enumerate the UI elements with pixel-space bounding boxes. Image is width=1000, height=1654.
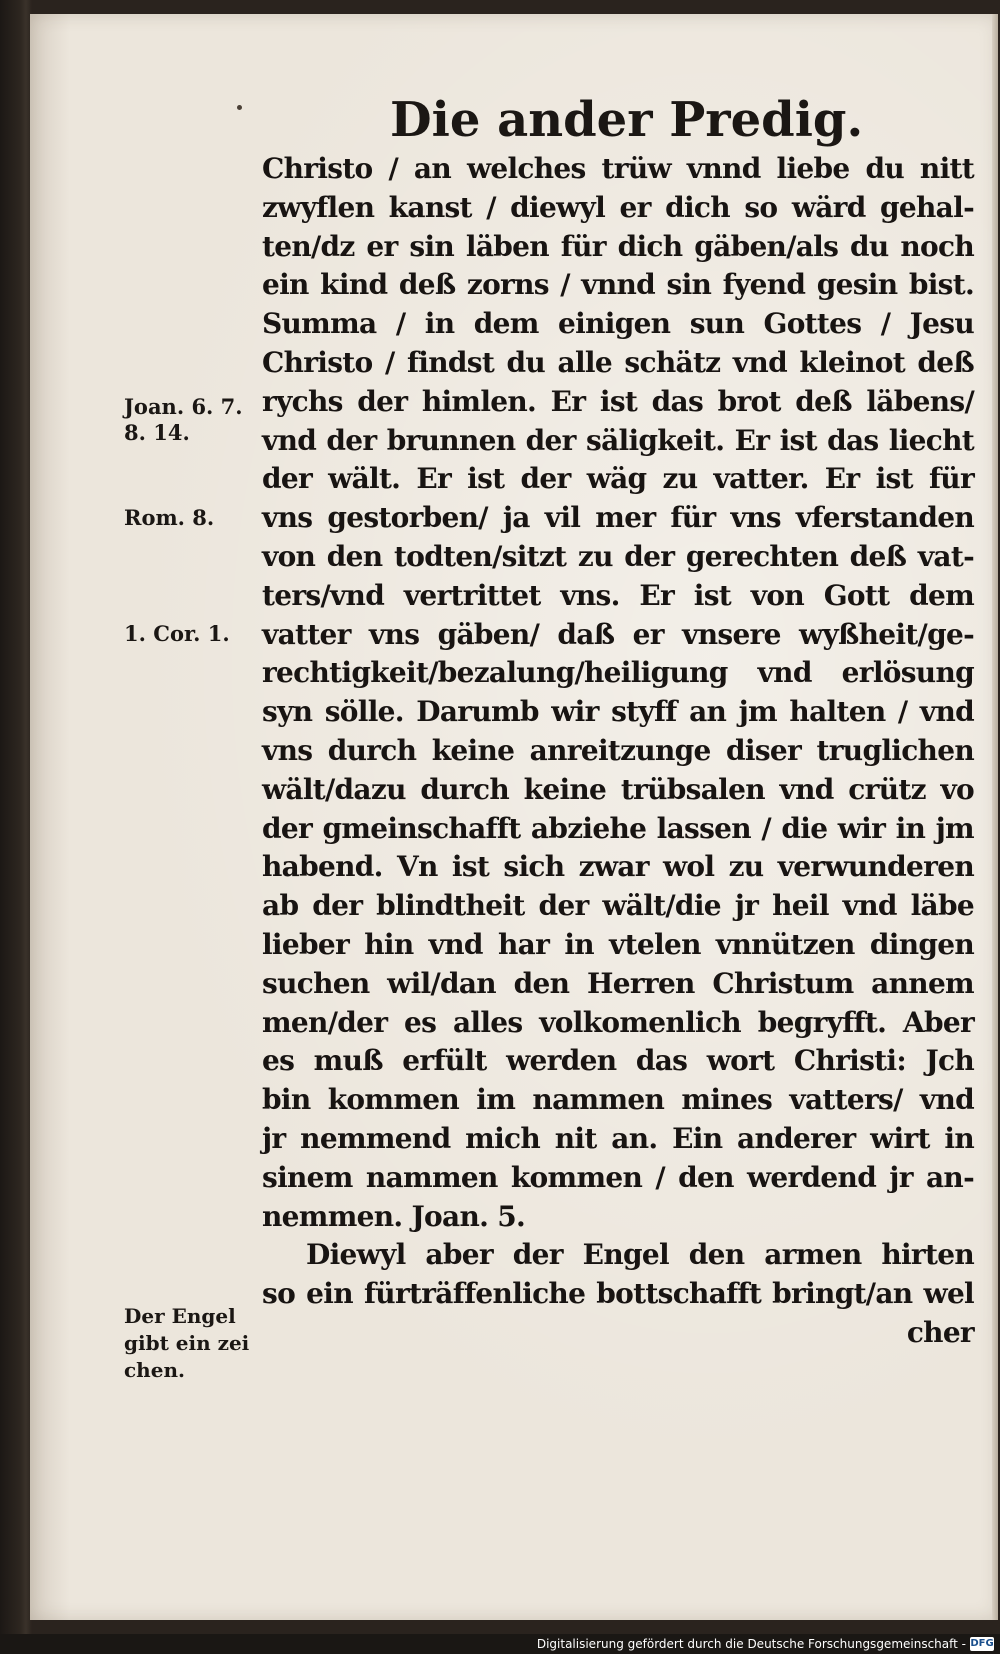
text-line: sinem nammen kommen / den werdend jr an- bbox=[262, 1160, 974, 1194]
text-line: ab der blindtheit der wält/die jr heil vnd läbe bbox=[262, 889, 974, 923]
text-line: von den todten/sitzt zu der gerechten deß vat- bbox=[262, 539, 974, 573]
text-line: wält/dazu durch keine trübsalen vnd crütz vo bbox=[262, 772, 974, 806]
marginal-note bbox=[124, 1303, 264, 1384]
text-line: habend. Vn ist sich zwar wol zu verwunderen bbox=[262, 850, 974, 884]
text-line: rechtigkeit/bezalung/heiligung vnd erlösung bbox=[262, 656, 974, 690]
text-line: vns durch keine anreitzunge diser truglichen bbox=[262, 733, 974, 767]
page-edge bbox=[992, 14, 998, 1620]
text-line: ters/vnd vertrittet vns. Er ist von Gott dem bbox=[262, 578, 974, 612]
text-line: Christo / findst du alle schätz vnd kleinot deß bbox=[262, 345, 974, 379]
text-line: Diewyl aber der Engel den armen hirten bbox=[306, 1238, 974, 1272]
text-line: bin kommen im nammen mines vatters/ vnd bbox=[262, 1083, 974, 1117]
text-line: der wält. Er ist der wäg zu vatter. Er ist für bbox=[262, 462, 974, 496]
text-line: syn sölle. Darumb wir styff an jm halten / vnd bbox=[262, 695, 974, 729]
marginal-joan-line: 8. 14. bbox=[124, 420, 190, 445]
text-line: vnd der brunnen der säligkeit. Er ist das liecht bbox=[262, 423, 974, 457]
text-line: jr nemmend mich nit an. Ein anderer wirt in bbox=[262, 1121, 974, 1155]
marginal-engel-line: gibt ein zei bbox=[124, 1331, 250, 1355]
catchword: cher bbox=[906, 1315, 974, 1349]
text-line: Summa / in dem einigen sun Gottes / Jesu bbox=[262, 307, 974, 341]
text-line: zwyflen kanst / diewyl er dich so wärd gehal- bbox=[262, 190, 974, 224]
ink-mark bbox=[237, 105, 242, 110]
dfg-logo: DFG bbox=[970, 1638, 994, 1649]
marginal-note: 1. Cor. 1. bbox=[124, 621, 230, 646]
text-line: so ein fürträffenliche bottschafft bringt/an wel bbox=[262, 1277, 974, 1311]
marginal-engel-line: Der Engel bbox=[124, 1304, 236, 1328]
footer-credit: Digitalisierung gefördert durch die Deutsche Forschungsgemeinschaft - bbox=[536, 1637, 966, 1651]
marginal-note: Rom. 8. bbox=[124, 505, 215, 530]
text-line: ein kind deß zorns / vnnd sin fyend gesin bist. bbox=[262, 268, 974, 302]
marginal-note bbox=[124, 394, 264, 446]
marginal-engel-line: chen. bbox=[124, 1358, 185, 1382]
running-head: Die ander Predig. bbox=[390, 92, 864, 148]
text-line: der gmeinschafft abziehe lassen / die wir in jm bbox=[262, 811, 974, 845]
text-line: rychs der himlen. Er ist das brot deß läbens/ bbox=[262, 384, 974, 418]
text-line: men/der es alles volkomenlich begryfft. Aber bbox=[262, 1005, 974, 1039]
text-line: vns gestorben/ ja vil mer für vns vferstanden bbox=[262, 501, 974, 535]
body-text bbox=[262, 150, 974, 1353]
text-line: vatter vns gäben/ daß er vnsere wyßheit/ge- bbox=[262, 617, 974, 651]
text-line: lieber hin vnd har in vtelen vnnützen dingen bbox=[262, 927, 974, 961]
text-line: nemmen. Joan. 5. bbox=[262, 1199, 526, 1233]
marginal-joan-line: Joan. 6. 7. bbox=[124, 394, 243, 419]
text-line: suchen wil/dan den Herren Christum annem bbox=[262, 966, 974, 1000]
text-line: ten/dz er sin läben für dich gäben/als du noch bbox=[262, 229, 974, 263]
text-line: es muß erfült werden das wort Christi: Jch bbox=[262, 1044, 974, 1078]
text-line: Christo / an welches trüw vnnd liebe du nitt bbox=[262, 152, 974, 185]
